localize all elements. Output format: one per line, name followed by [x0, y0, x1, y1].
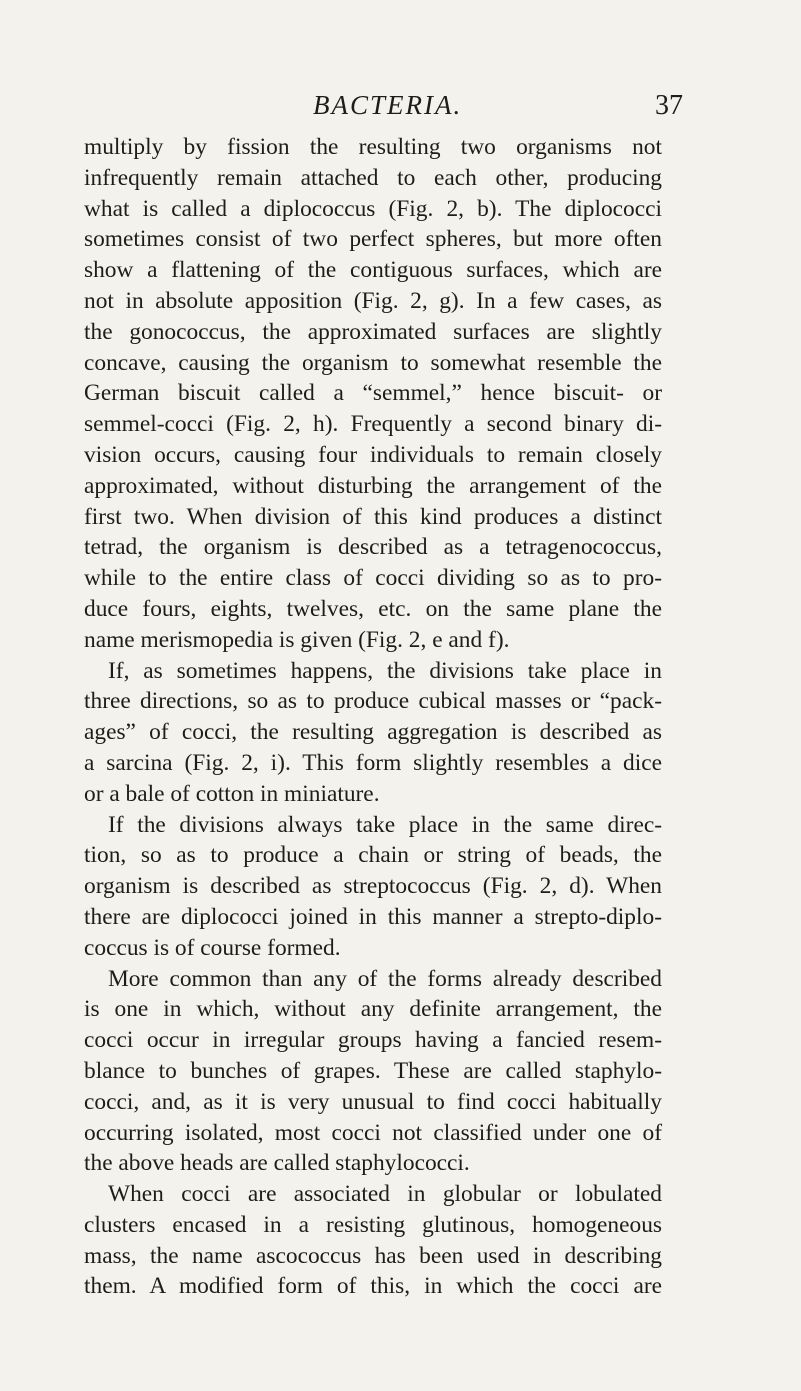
text-line: infrequently remain attached to each other, producing	[84, 164, 662, 191]
text-line: organism is described as streptococcus (Fig. 2, d). When	[84, 873, 662, 900]
text-line: German biscuit called a “semmel,” hence biscuit- or	[84, 380, 662, 407]
text-line: sometimes consist of two perfect spheres, but more often	[84, 226, 662, 253]
text-line: blance to bunches of grapes. These are called staphylo-	[84, 1057, 662, 1084]
text-line: is one in which, without any definite arrangement, the	[84, 996, 662, 1023]
running-title: BACTERIA.	[313, 90, 463, 120]
text-line: what is called a diplococcus (Fig. 2, b). The diplococci	[84, 195, 662, 222]
text-line: them. A modified form of this, in which the cocci are	[84, 1273, 662, 1300]
text-line: cocci occur in irregular groups having a fancied resem-	[84, 1027, 662, 1054]
text-line: tion, so as to produce a chain or string of beads, the	[84, 842, 662, 869]
text-line: not in absolute apposition (Fig. 2, g). In a few cases, as	[84, 287, 662, 314]
text-line: cocci, and, as it is very unusual to find cocci habitually	[84, 1088, 662, 1115]
text-line: More common than any of the forms already described	[108, 965, 662, 992]
page-header	[0, 86, 801, 126]
text-line: approximated, without disturbing the arrangement of the	[84, 472, 662, 499]
text-line: concave, causing the organism to somewhat resemble the	[84, 349, 662, 376]
text-line: a sarcina (Fig. 2, i). This form slightly resembles a dice	[84, 749, 662, 776]
text-line: there are diplococci joined in this manner a strepto-diplo-	[84, 903, 662, 930]
text-line: ages” of cocci, the resulting aggregation is described as	[84, 719, 662, 746]
text-line: name merismopedia is given (Fig. 2, e and f).	[84, 626, 510, 653]
text-line: vision occurs, causing four individuals to remain closely	[84, 441, 662, 468]
text-line: occurring isolated, most cocci not classified under one of	[84, 1119, 662, 1146]
text-line: first two. When division of this kind produces a distinct	[84, 503, 662, 530]
body-text	[84, 132, 662, 1302]
text-line: coccus is of course formed.	[84, 934, 341, 961]
text-line: while to the entire class of cocci dividing so as to pro-	[84, 565, 662, 592]
text-line: show a flattening of the contiguous surfaces, which are	[84, 257, 662, 284]
text-line: clusters encased in a resisting glutinous, homogeneous	[84, 1211, 662, 1238]
text-line: duce fours, eights, twelves, etc. on the same plane the	[84, 595, 662, 622]
text-line: the above heads are called staphylococci.	[84, 1150, 470, 1177]
text-line: multiply by fission the resulting two organisms not	[84, 134, 662, 160]
text-line: three directions, so as to produce cubical masses or “pack-	[84, 688, 662, 715]
text-line: or a bale of cotton in miniature.	[84, 780, 380, 807]
text-line: If the divisions always take place in the same direc-	[108, 811, 662, 838]
text-line: tetrad, the organism is described as a tetragenococcus,	[84, 534, 662, 561]
text-line: the gonococcus, the approximated surfaces are slightly	[84, 318, 662, 345]
text-line: If, as sometimes happens, the divisions take place in	[108, 657, 662, 684]
text-line: mass, the name ascococcus has been used in describing	[84, 1242, 662, 1269]
text-line: When cocci are associated in globular or lobulated	[108, 1181, 662, 1208]
page-number: 37	[655, 90, 683, 121]
text-line: semmel-cocci (Fig. 2, h). Frequently a second binary di-	[84, 411, 662, 438]
